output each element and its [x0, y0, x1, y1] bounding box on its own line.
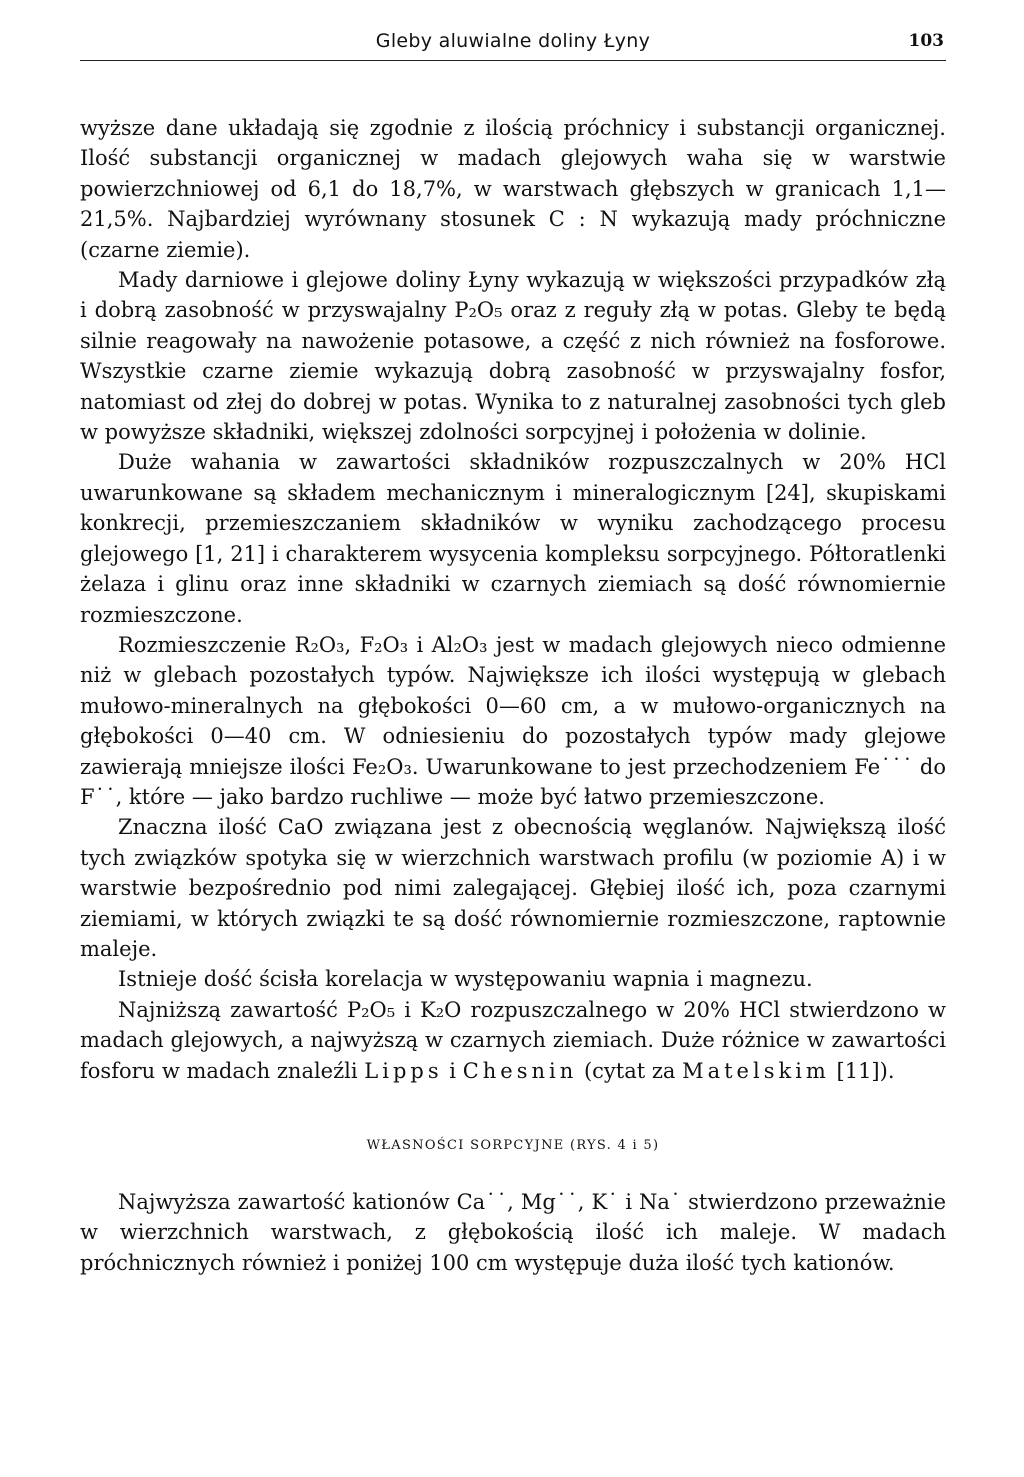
- author-name: Lipps: [364, 1058, 443, 1083]
- section-heading: WŁASNOŚCI SORPCYJNE (RYS. 4 i 5): [366, 1138, 660, 1153]
- page: [80, 28, 946, 1278]
- author-name: Matelskim: [682, 1058, 830, 1083]
- paragraph-7-text-a: Najniższą zawartość P₂O₅ i K₂O rozpuszczalnego w 20% HCl stwierdzono w madach glejowych, a najwyższą w czarnych ziemiach. Duże różnice w zawartości fosforu w madach znaleźli: [80, 997, 946, 1083]
- paragraph-4: Rozmieszczenie R₂O₃, F₂O₃ i Al₂O₃ jest w madach glejowych nieco odmienne niż w glebach pozostałych typów. Największe ich ilości występują w glebach mułowo-mineralnych na głębokości 0—60 cm, a w mułowo-organicznych na głębokości 0—40 cm. W odniesieniu do pozostałych typów mady glejowe zawierają mniejsze ilości Fe₂O₃. Uwarunkowane to jest przechodzeniem Fe˙˙˙ do F˙˙, które — jako bardzo ruchliwe — może być łatwo przemieszczone.: [80, 632, 946, 809]
- paragraph-7-text-b: i: [442, 1058, 463, 1083]
- paragraph-6: Istnieje dość ścisła korelacja w występowaniu wapnia i magnezu.: [118, 967, 813, 992]
- paragraph-2: Mady darniowe i glejowe doliny Łyny wykazują w większości przypadków złą i dobrą zasobność w przyswajalny P₂O₅ oraz z reguły złą w potas. Gleby te będą silnie reagowały na nawożenie potasowe, a część z nich również na fosforowe. Wszystkie czarne ziemie wykazują dobrą zasobność w przyswajalny fosfor, natomiast od złej do dobrej w potas. Wynika to z naturalnej zasobności tych gleb w powyższe składniki, większej zdolności sorpcyjnej i położenia w dolinie.: [80, 268, 946, 445]
- paragraph-7-text-d: [11]).: [829, 1058, 895, 1083]
- paragraph-1: wyższe dane układają się zgodnie z ilością próchnicy i substancji organicznej. Ilość substancji organicznej w madach glejowych waha się w warstwie powierzchniowej od 6,1 do 18,7%, w warstwach głębszych w granicach 1,1—21,5%. Najbardziej wyrównany stosunek C : N wykazują mady próchniczne (czarne ziemie).: [80, 116, 946, 262]
- paragraph-3: Duże wahania w zawartości składników rozpuszczalnych w 20% HCl uwarunkowane są składem mechanicznym i mineralogicznym [24], skupiskami konkrecji, przemieszczaniem składników w wyniku zachodzącego procesu glejowego [1, 21] i charakterem wysycenia kompleksu sorpcyjnego. Półtoratlenki żelaza i glinu oraz inne składniki w czarnych ziemiach są dość równomiernie rozmieszczone.: [80, 450, 946, 627]
- page-number: 103: [908, 31, 944, 51]
- paragraph-8: Najwyższa zawartość kationów Ca˙˙, Mg˙˙, K˙ i Na˙ stwierdzono przeważnie w wierzchnich warstwach, z głębokością ilość ich maleje. W madach próchnicznych również i poniżej 100 cm występuje duża ilość tych kationów.: [80, 1190, 946, 1275]
- paragraph-7-text-c: (cytat za: [577, 1058, 683, 1083]
- paragraph-7: [80, 995, 946, 1086]
- running-title: Gleby aluwialne doliny Łyny: [375, 30, 651, 52]
- author-name: Chesnin: [462, 1058, 578, 1083]
- running-header: [80, 28, 946, 61]
- paragraph-5: Znaczna ilość CaO związana jest z obecnością węglanów. Największą ilość tych związków spotyka się w wierzchnich warstwach profilu (w poziomie A) i w warstwie bezpośrednio pod nimi zalegającej. Głębiej ilość ich, poza czarnymi ziemiami, w których związki te są dość równomiernie rozmieszczone, raptownie maleje.: [80, 815, 946, 961]
- main-text: [80, 113, 946, 1278]
